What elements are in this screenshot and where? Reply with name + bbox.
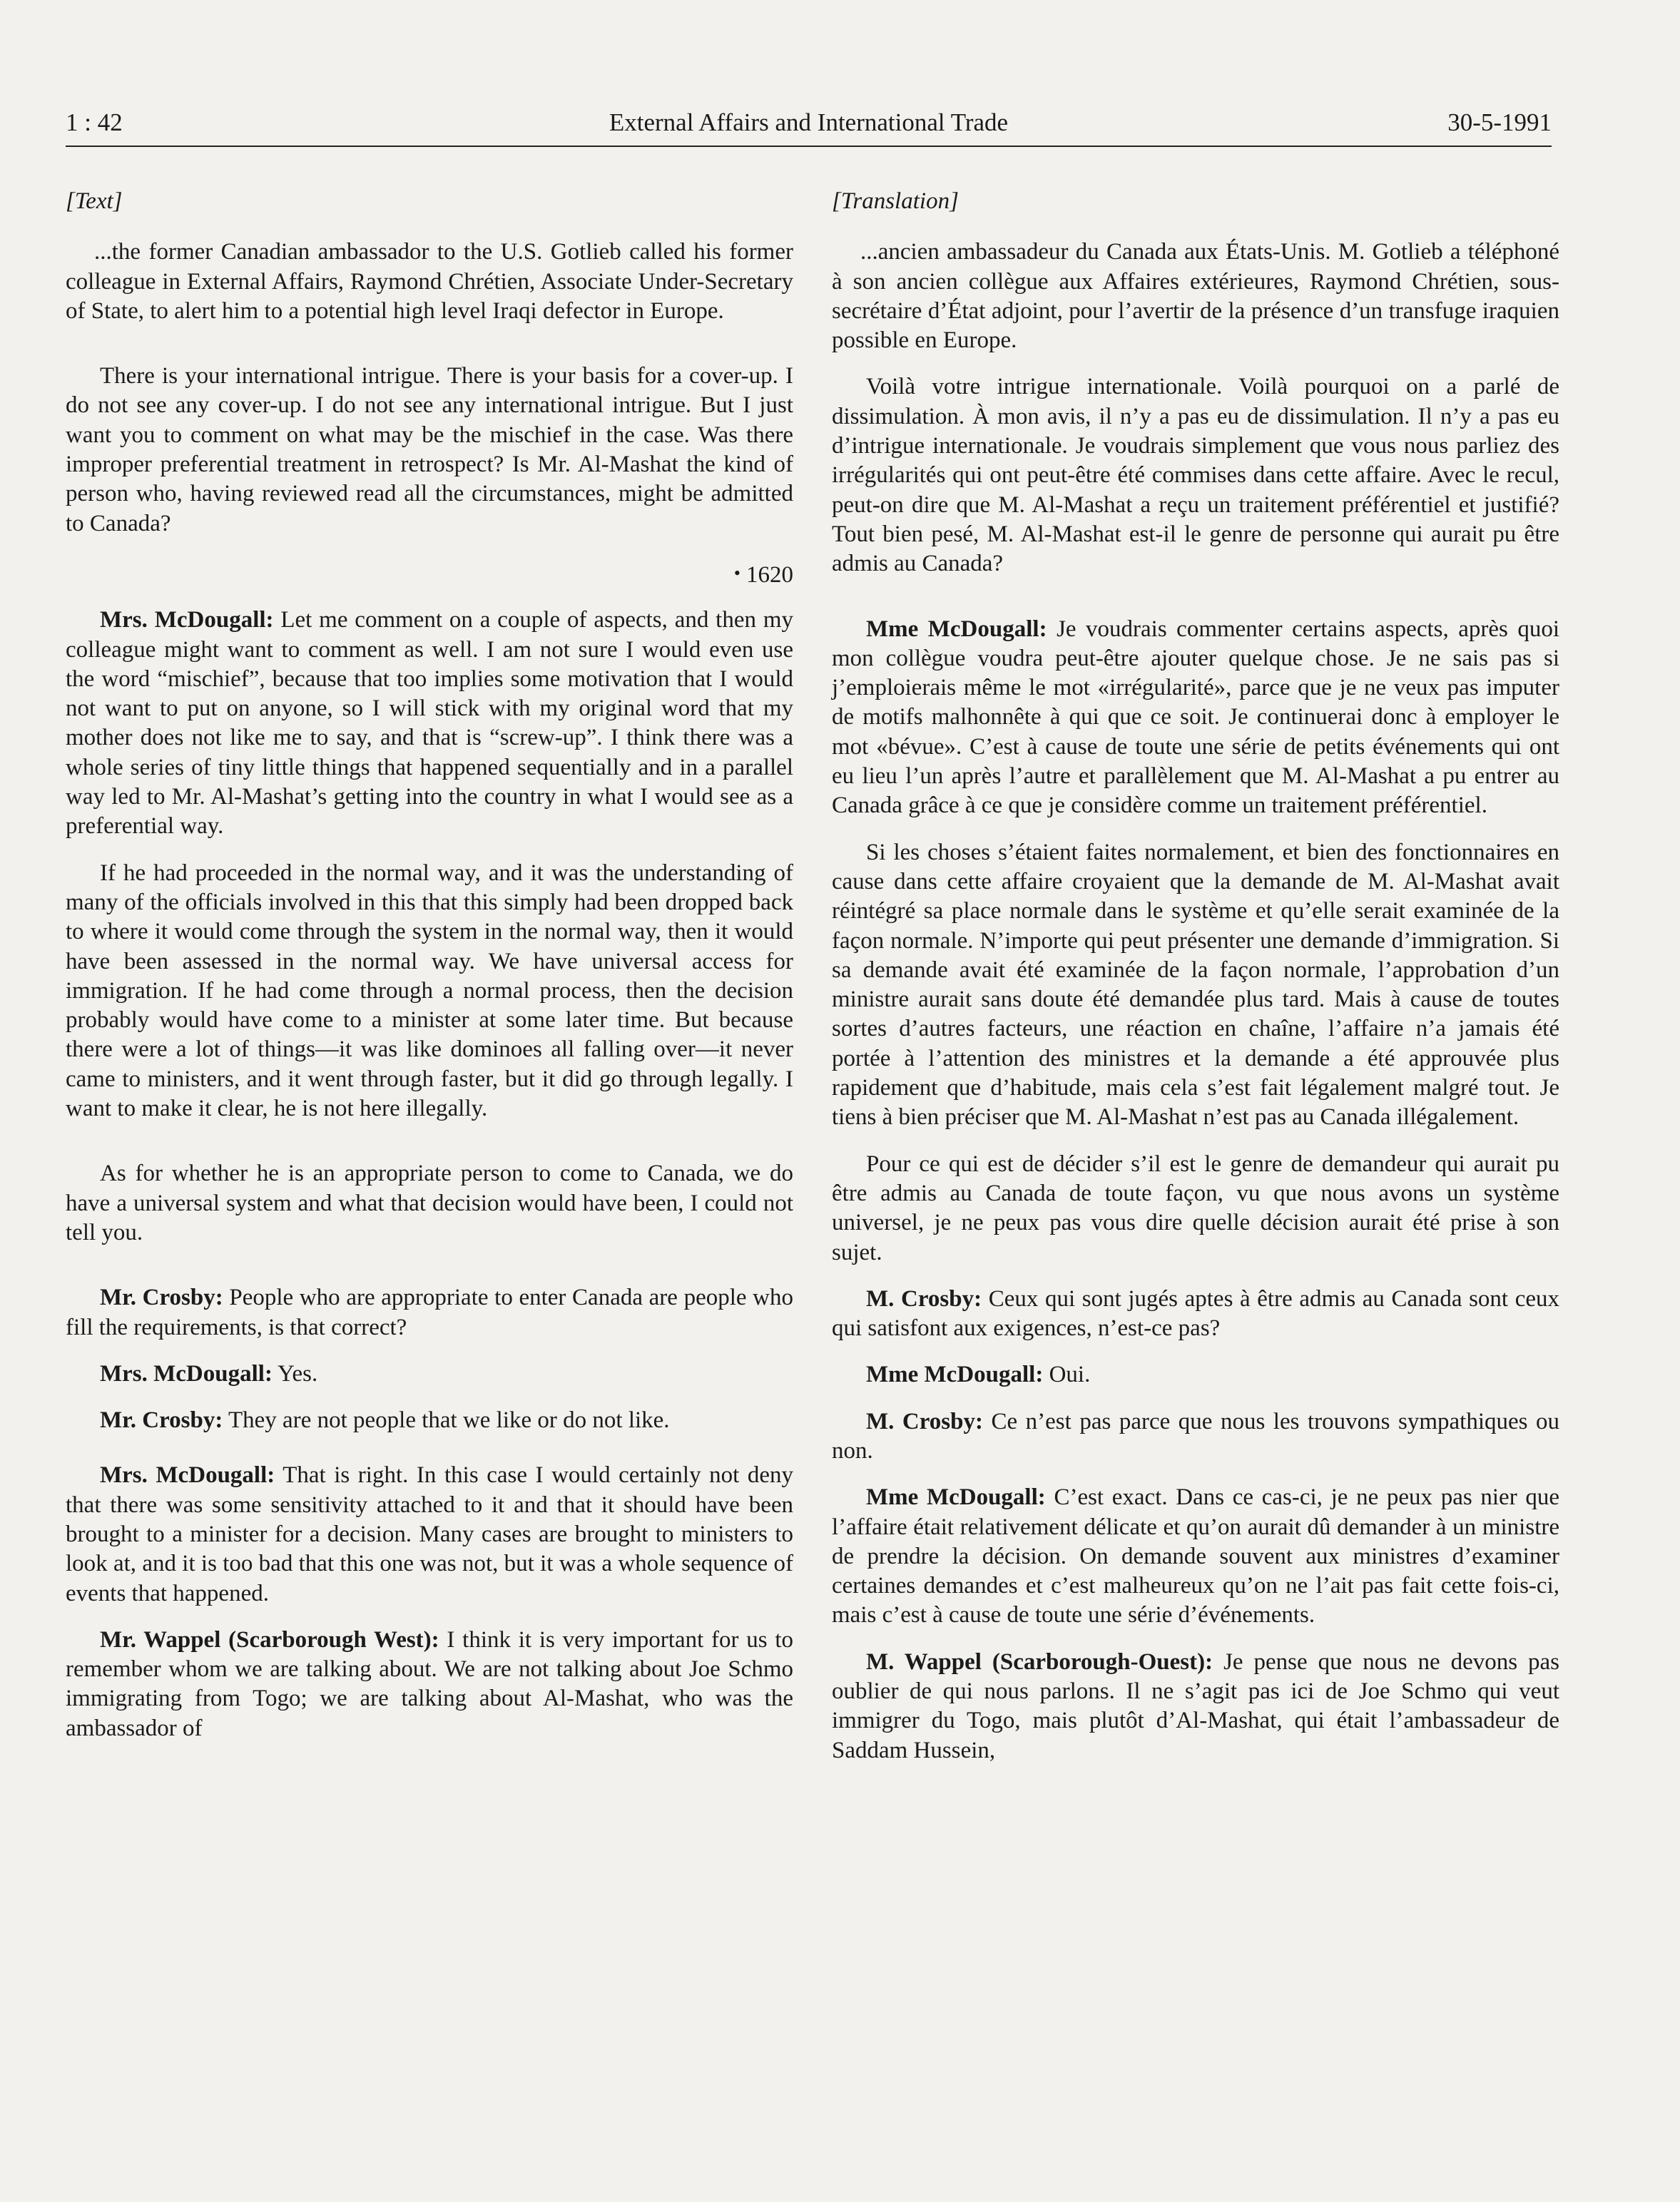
speaker-name: M. Wappel (Scarborough-Ouest): [866, 1648, 1213, 1675]
speech-text: Je voudrais commenter certains aspects, après quoi mon collègue voudra peut-être ajouter quelque chose. Je ne sais pas si j’emploierais même le mot «irrégularité», parce que je ne veux pas imputer de motifs malhonnête à qui que ce soit. Je continuerai donc à employer le mot «bévue». C’est à cause de toute une série de petits événements qui ont eu lieu l’un après l’autre et parallèlement que M. Al-Mashat a pu entrer au Canada grâce à ce que je considère comme un traitement préférentiel. [832, 616, 1559, 819]
speaker-name: M. Crosby: [866, 1408, 983, 1434]
speech-paragraph [832, 615, 1559, 821]
speech-paragraph [832, 1285, 1559, 1344]
speech-paragraph [66, 1626, 793, 1743]
speech-paragraph [66, 1406, 793, 1435]
speech-paragraph [832, 1483, 1559, 1630]
page-header [66, 108, 1552, 144]
speaker-name: Mr. Wappel (Scarborough West): [100, 1626, 439, 1653]
speaker-name: Mme McDougall: [866, 1362, 1044, 1388]
paragraph: There is your international intrigue. There is your basis for a cover-up. I do not see any cover-up. I do not see any international intrigue. But I just want you to comment on what may be the mischief in the case. Was there improper preferential treatment in retrospect? Is Mr. Al-Mashat the kind of person who, having reviewed read all the circumstances, might be admitted to Canada? [66, 363, 793, 536]
header-rule [66, 146, 1552, 147]
speech-paragraph [832, 1648, 1559, 1765]
speaker-name: Mrs. McDougall: [100, 1360, 273, 1387]
speaker-name: Mr. Crosby: [100, 1407, 223, 1434]
speech-text: Je pense que nous ne devons pas oublier de qui nous parlons. Il ne s’agit pas ici de Joe Schmo qui veut immigrer du Togo, mais plutôt d’Al-Mashat, qui était l’ambassadeur de Saddam Hussein, [832, 1648, 1560, 1763]
english-column [66, 187, 793, 1760]
paragraph: If he had proceeded in the normal way, and it was the understanding of many of the officials involved in this that this simply had been dropped back to where it would come through the system in the normal way, then it would have been assessed in the normal way. We have universal access for immigration. If he had come through a normal process, then the decision probably would have come to a minister at some later time. But because there were a lot of things—it was like dominoes all falling over—it never came to ministers, and it went through faster, but it did go through legally. I want to make it clear, he is not here illegally. [66, 860, 793, 1122]
speech-text: Oui. [1049, 1362, 1091, 1388]
speaker-name: Mrs. McDougall: [100, 607, 274, 633]
paragraph: Pour ce qui est de décider s’il est le genre de demandeur qui aurait pu être admis au Canada de toute façon, vu que nous avons un système universel, je ne peux pas vous dire quelle décision aurait été prise à son sujet. [832, 1151, 1559, 1265]
running-title: External Affairs and International Trade [609, 108, 1009, 136]
speech-text: Ceux qui sont jugés aptes à être admis au Canada sont ceux qui satisfont aux exigences, n’est-ce pas? [832, 1285, 1559, 1342]
speaker-name: Mme McDougall: [866, 1484, 1046, 1511]
paragraph: Voilà votre intrigue internationale. Voilà pourquoi on a parlé de dissimulation. À mon avis, il n’y a pas eu de dissimulation. Il n’y a pas eu d’intrigue internationale. Je voudrais simplement que vous nous parliez des irrégularités qui ont peut-être été commises dans cette affaire. Avec le recul, peut-on dire que M. Al-Mashat a reçu un traitement préférentiel et justifié? Tout bien pesé, M. Al-Mashat est-il le genre de personne qui aurait pu être admis au Canada? [832, 374, 1559, 577]
speech-text: People who are appropriate to enter Canada are people who fill the requirements, is that correct? [66, 1285, 794, 1340]
speech-text: Yes. [277, 1360, 318, 1387]
speech-paragraph [66, 606, 793, 841]
speech-text: That is right. In this case I would certainly not deny that there was some sensitivity attached to it and that it should have been brought to a minister for a decision. Many cases are brought to ministers to look at, and it is too bad that this one was not, but it was a whole sequence of events that happened. [66, 1462, 793, 1606]
speech-text: Ce n’est pas parce que nous les trouvons sympathiques ou non. [832, 1408, 1559, 1464]
speech-paragraph [832, 1360, 1559, 1390]
speech-text: I think it is very important for us to remember whom we are talking about. We are not talking about Joe Schmo immigrating from Togo; we are talking about Al-Mashat, who was the ambassador of [66, 1626, 794, 1741]
time-marker [66, 559, 793, 590]
speech-text: Let me comment on a couple of aspects, and then my colleague might want to comment as well. I am not sure I would even use the word “mischief”, because that too implies some motivation that I would not want to put on anyone, so I will stick with my original word that my mother does not like me to say, and that is “screw-up”. I think there was a whole series of tiny little things that happened sequentially and in a parallel way led to Mr. Al-Mashat’s getting into the country in what I would see as a preferential way. [66, 607, 793, 840]
text-tag: [Text] [66, 188, 123, 214]
bullet-icon: • [733, 562, 740, 583]
speech-paragraph [832, 1407, 1559, 1467]
paragraph: ...the former Canadian ambassador to the U.S. Gotlieb called his former colleague in External Affairs, Raymond Chrétien, Associate Under-Secretary of State, to alert him to a potential high level Iraqi defector in Europe. [66, 239, 793, 324]
paragraph: As for whether he is an appropriate person to come to Canada, we do have a universal system and what that decision would have been, I could not tell you. [66, 1161, 793, 1245]
french-column [832, 187, 1559, 1783]
time-stamp: 1620 [746, 561, 793, 588]
paragraph: Si les choses s’étaient faites normalement, et bien des fonctionnaires en cause dans cette affaire croyaient que la demande de M. Al-Mashat avait réintégré sa place normale dans le système et qu’elle serait examinée de la façon normale. N’importe qui peut présenter une demande d’immigration. Si sa demande avait été examinée de la façon normale, l’approbation d’un ministre aurait sans doute été demandée plus tard. Mais à cause de toutes sortes d’autres facteurs, une réaction en chaîne, l’affaire n’a jamais été portée à l’attention des ministres et la demande a été approuvée plus rapidement que d’habitude, mais cela s’est fait légalement malgré tout. Je tiens à bien préciser que M. Al-Mashat n’est pas au Canada illégalement. [832, 839, 1559, 1131]
speech-paragraph [66, 1283, 793, 1342]
speech-paragraph [66, 1461, 793, 1608]
speaker-name: M. Crosby: [866, 1285, 982, 1312]
paragraph: ...ancien ambassadeur du Canada aux États-Unis. M. Gotlieb a téléphoné à son ancien collègue aux Affaires extérieures, Raymond Chrétien, sous-secrétaire d’État adjoint, pour l’avertir de la présence d’un transfuge iraquien possible en Europe. [832, 239, 1559, 354]
header-date: 30-5-1991 [1447, 108, 1552, 136]
speech-text: C’est exact. Dans ce cas-ci, je ne peux pas nier que l’affaire était relativement délicate et qu’on aurait dû demander à un ministre de prendre la décision. On demande souvent aux ministres d’examiner certaines demandes et c’est malheureux qu’on ne l’ait pas fait cette fois-ci, mais c’est à cause de toute une série d’événements. [832, 1484, 1560, 1628]
translation-tag: [Translation] [832, 188, 959, 214]
speaker-name: Mrs. McDougall: [100, 1462, 275, 1489]
page-number: 1 : 42 [66, 108, 123, 136]
speech-text: They are not people that we like or do not like. [228, 1407, 670, 1434]
speaker-name: Mme McDougall: [866, 616, 1047, 642]
speaker-name: Mr. Crosby: [100, 1285, 223, 1311]
speech-paragraph [66, 1360, 793, 1389]
